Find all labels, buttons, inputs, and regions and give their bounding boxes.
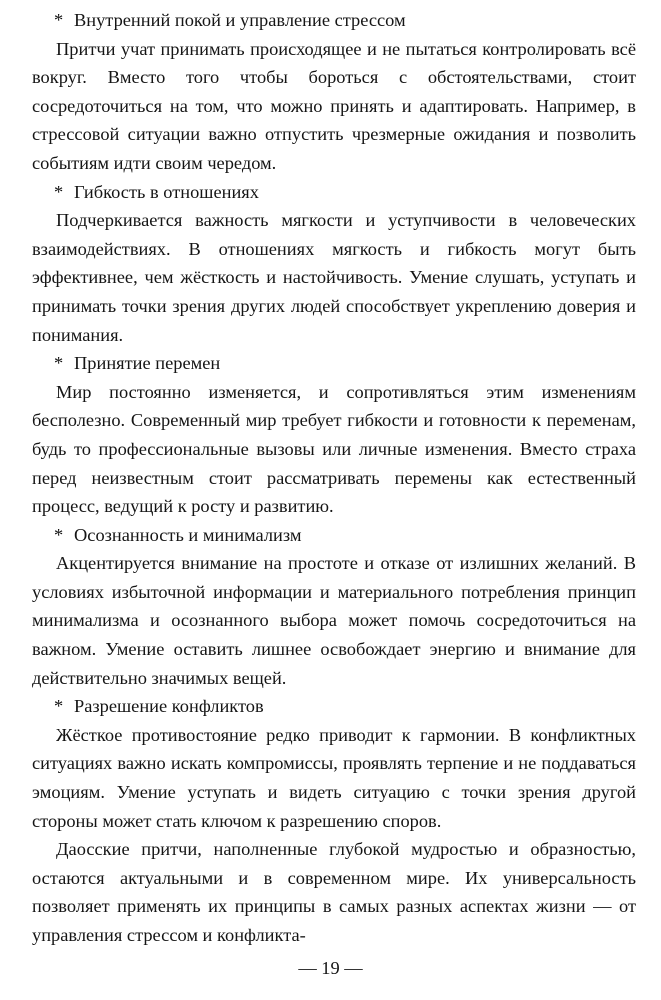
- section-paragraph: Жёсткое противостояние редко приводит к гармонии. В конфликтных ситуациях важно искать компромиссы, проявлять терпение и не поддаваться эмоциям. Умение уступать и видеть ситуацию с точки зрения другой стороны может стать ключом к разрешению споров.: [32, 724, 636, 831]
- section-heading-text: Осознанность и минимализм: [74, 524, 302, 545]
- section-heading-text: Гибкость в отношениях: [74, 181, 259, 202]
- bullet-marker: *: [54, 696, 64, 717]
- bullet-marker: *: [54, 524, 64, 545]
- page-number: — 19 —: [298, 958, 363, 978]
- section-paragraph: Акцентируется внимание на простоте и отказе от излишних желаний. В условиях избыточной информации и материального потребления принцип минимализма и осознанного выбора может помочь сосредоточиться на важном. Умение оставить лишнее освобождает энергию и внимание для действительно значимых вещей.: [32, 553, 636, 688]
- section-heading: [32, 692, 636, 721]
- section-heading-text: Принятие перемен: [74, 353, 221, 374]
- section-paragraph: Мир постоянно изменяется, и сопротивляться этим изменениям бесполезно. Современный мир требует гибкости и готовности к переменам, будь то профессиональные вызовы или личные изменения. Вместо страха перед неизвестным стоит рассматривать перемены как естественный процесс, ведущий к росту и развитию.: [32, 381, 636, 517]
- bullet-marker: *: [54, 353, 64, 374]
- section-heading: [32, 178, 636, 207]
- closing-paragraph: Даосские притчи, наполненные глубокой мудростью и образностью, остаются актуальными и в современном мире. Их универсальность позволяет применять их принципы в самых разных аспектах жизни — от управления стрессом и конфликта-: [32, 839, 636, 945]
- section-paragraph: Подчеркивается важность мягкости и уступчивости в человеческих взаимодействиях. В отношениях мягкость и гибкость могут быть эффективнее, чем жёсткость и настойчивость. Умение слушать, уступать и принимать точки зрения других людей способствует укреплению доверия и понимания.: [32, 210, 636, 345]
- section-inner-peace: [32, 6, 636, 178]
- section-mindfulness: [32, 521, 636, 693]
- bullet-marker: *: [54, 181, 64, 202]
- section-heading: [32, 6, 636, 35]
- section-paragraph: Притчи учат принимать происходящее и не пытаться контролировать всё вокруг. Вместо того чтобы бороться с обстоятельствами, стоит сосредоточиться на том, что можно принять и адаптировать. Например, в стрессовой ситуации важно отпустить чрезмерные ожидания и позволить событиям идти своим чередом.: [32, 38, 636, 173]
- section-flexibility: [32, 178, 636, 350]
- section-heading: [32, 349, 636, 378]
- section-conflict-resolution: [32, 692, 636, 835]
- page-body: [32, 6, 636, 950]
- section-heading: [32, 521, 636, 550]
- section-accepting-change: [32, 349, 636, 521]
- bullet-marker: *: [54, 10, 64, 30]
- section-heading-text: Внутренний покой и управление стрессом: [74, 10, 406, 30]
- section-heading-text: Разрешение конфликтов: [74, 696, 264, 717]
